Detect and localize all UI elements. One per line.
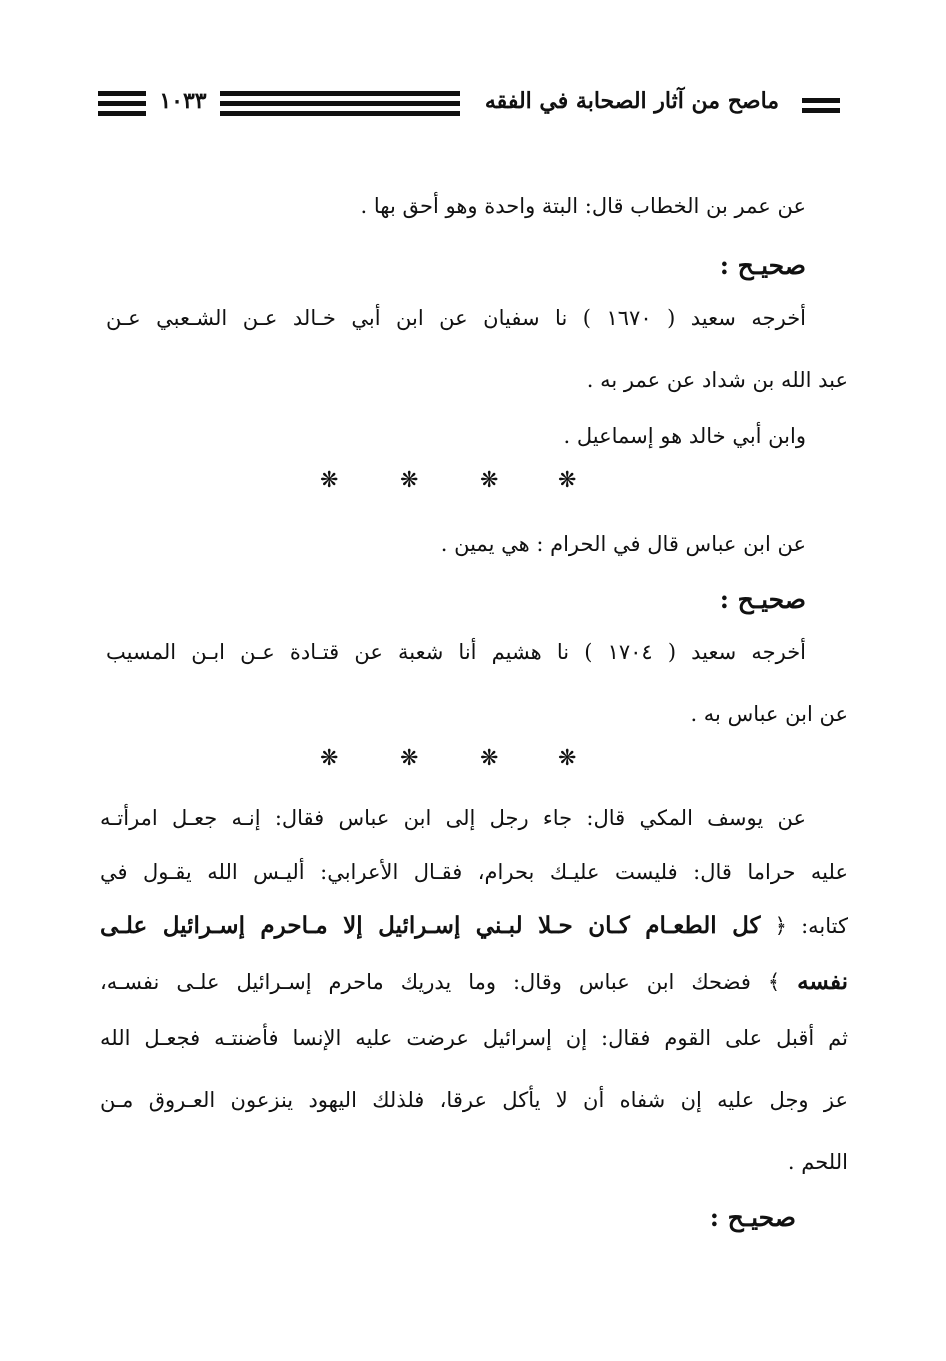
takhrij-2-line-1: أخرجه سعيد ( ١٧٠٤ ) نا هشيم أنا شعبة عن قتـادة عـن ابـن المسيب [106,640,807,664]
header-rule-middle [220,91,460,116]
narrator-note: وابن أبي خالد هو إسماعيل . [563,424,806,448]
quran-verse: كل الطعـام كـان حـلا لبـني إسـرائيل إلا مـاحرم إسـرائيل علـى [100,912,761,939]
asterism-icon: ❋ [558,746,577,771]
athar-yusuf-line-2: عليه حراما قال: فليست عليـك بحرام، فقـال الأعرابي: أليـس الله يقـول في [100,860,848,884]
takhrij-1-line-2: عبد الله بن شداد عن عمر به . [586,368,848,392]
grade-heading-1: صحيـح : [719,251,806,280]
takhrij-1-line-1: أخرجه سعيد ( ١٦٧٠ ) نا سفيان عن ابن أبي خـالد عـن الشـعبي عـن [106,306,807,330]
athar-yusuf-line-5: ثم أقبل على القوم فقال: إن إسرائيل عرضت عليه الإنسا فأضنتـه فجعـل الله [100,1026,848,1050]
header-rule-left [98,91,146,116]
running-title: ماصح من آثار الصحابة في الفقه [484,88,780,114]
asterism-icon: ❋ [400,746,419,771]
quran-verse-end: نفسه [797,968,848,995]
athar-yusuf-line-4 [100,962,848,1002]
athar-yusuf-line-4-text: ﴾ فضحك ابن عباس وقال: وما يدريك ماحرم إسـرائيل علـى نفسـه، [100,970,781,994]
section-separator-2 [320,744,580,774]
asterism-icon: ❋ [320,746,339,771]
quran-open-bracket: كتابه: ﴿ [774,914,848,938]
grade-heading-2: صحيـح : [719,585,806,614]
asterism-icon: ❋ [480,746,499,771]
header-rule-right [802,98,840,113]
athar-yusuf-line-3 [100,906,848,946]
asterism-icon: ❋ [558,468,577,493]
page-number: ١٠٣٣ [159,88,207,114]
takhrij-2-line-2: عن ابن عباس به . [690,702,848,726]
section-separator-1 [320,466,580,496]
asterism-icon: ❋ [320,468,339,493]
page-header [98,88,840,124]
grade-heading-3: صحيـح : [709,1203,796,1232]
asterism-icon: ❋ [400,468,419,493]
athar-yusuf-line-7: اللحم . [787,1150,848,1174]
athar-umar: عن عمر بن الخطاب قال: البتة واحدة وهو أحق بها . [360,194,806,218]
asterism-icon: ❋ [480,468,499,493]
athar-ibn-abbas: عن ابن عباس قال في الحرام : هي يمين . [440,532,806,556]
athar-yusuf-line-6: عز وجل عليه إن شفاه أن لا يأكل عرقا، فلذلك اليهود ينزعون العـروق مـن [100,1088,848,1112]
athar-yusuf-line-1: عن يوسف المكي قال: جاء رجل إلى ابن عباس فقال: إنـه جعـل امرأتـه [100,806,806,830]
